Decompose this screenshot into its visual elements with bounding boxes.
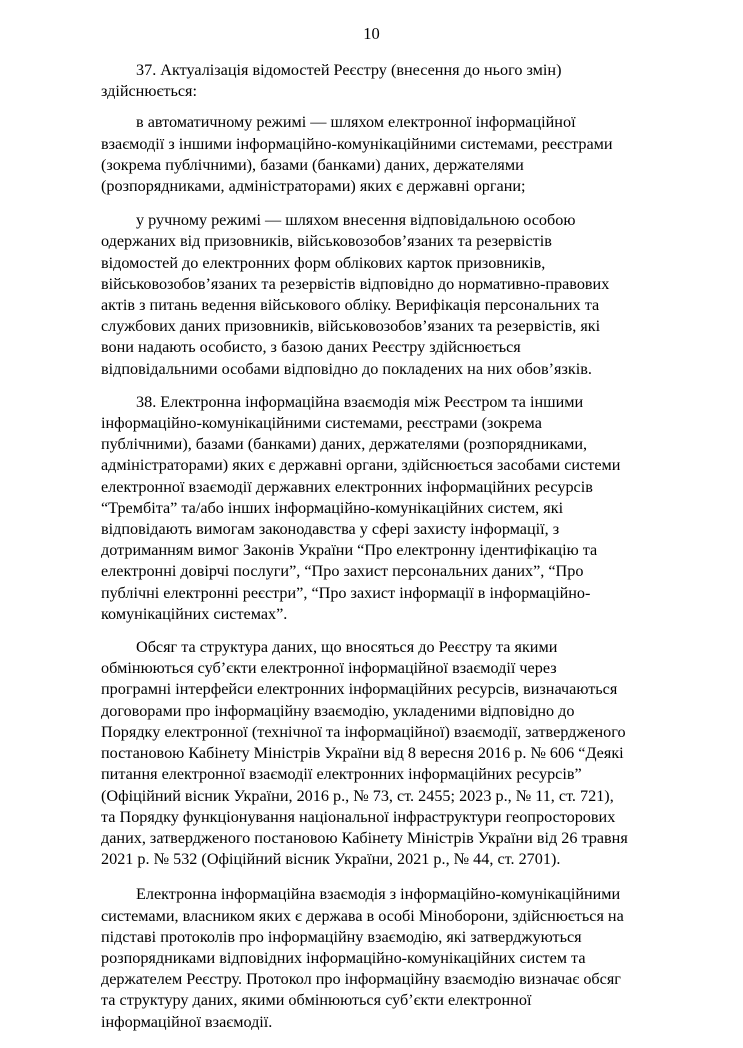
paragraph-data-scope: Обсяг та структура даних, що вносяться до Реєстру та якими обмінюються суб’єкти електронної інформаційної взаємодії через програмні інтерфейси електронних інформаційних ресурсів, визначаються договорами про інформаційну взаємодію, укладеними відповідно до Порядку електронної (технічної та інформаційної) взаємодії, затвердженого постановою Кабінету Міністрів України від 8 вересня 2016 р. № 606 “Деякі питання електронної взаємодії електронних інформаційних ресурсів” (Офіційний вісник України, 2016 р., № 73, ст. 2455; 2023 р., № 11, ст. 721), та Порядку функціонування національної інфраструктури геопросторових даних, затвердженого постановою Кабінету Міністрів України від 26 травня 2021 р. № 532 (Офіційний вісник України, 2021 р., № 44, ст. 2701). bbox=[101, 638, 628, 869]
paragraph-automatic-mode: в автоматичному режимі — шляхом електронної інформаційної взаємодії з іншими інформаційно-комунікаційними системами, реєстрами (зокрема публічними), базами (банками) даних, держателями (розпорядниками, адміністраторами) яких є державні органи; bbox=[101, 113, 613, 196]
paragraph-manual-mode: у ручному режимі — шляхом внесення відповідальною особою одержаних від призовників, військовозобов’язаних та резервістів відомостей до електронних форм облікових карток призовників, військовозобов’язаних та резервістів відповідно до нормативно-правових актів з питань ведення військового обліку. Верифікація персональних та службових даних призовників, військовозобов’язаних та резервістів, які вони надають особисто, з базою даних Реєстру здійснюється відповідальними особами відповідно до покладених на них обов’язків. bbox=[101, 211, 610, 378]
paragraph-37: 37. Актуалізація відомостей Реєстру (внесення до нього змін) здійснюється: bbox=[101, 61, 562, 101]
paragraph-mod-systems: Електронна інформаційна взаємодія з інформаційно-комунікаційними системами, власником яких є держава в особі Міноборони, здійснюється на підставі протоколів про інформаційну взаємодію, які затверджуються розпорядниками відповідних інформаційно-комунікаційних систем та держателем Реєстру. Протокол про інформаційну взаємодію визначає обсяг та структуру даних, якими обмінюються суб’єкти електронної інформаційної взаємодії. bbox=[101, 885, 624, 1031]
paragraph-38: 38. Електронна інформаційна взаємодія між Реєстром та іншими інформаційно-комунікаційними системами, реєстрами (зокрема публічними), базами (банками) даних, держателями (розпорядниками, адміністраторами) яких є державні органи, здійснюється засобами системи електронної взаємодії державних електронних інформаційних ресурсів “Трембіта” та/або інших інформаційно-комунікаційних систем, які відповідають вимогам законодавства у сфері захисту інформації, з дотриманням вимог Законів України “Про електронну ідентифікацію та електронні довірчі послуги”, “Про захист персональних даних”, “Про публічні електронні реєстри”, “Про захист інформації в інформаційно- комунікаційних системах”. bbox=[101, 392, 621, 623]
document-body bbox=[101, 60, 675, 1048]
page-number: 10 bbox=[363, 24, 380, 43]
